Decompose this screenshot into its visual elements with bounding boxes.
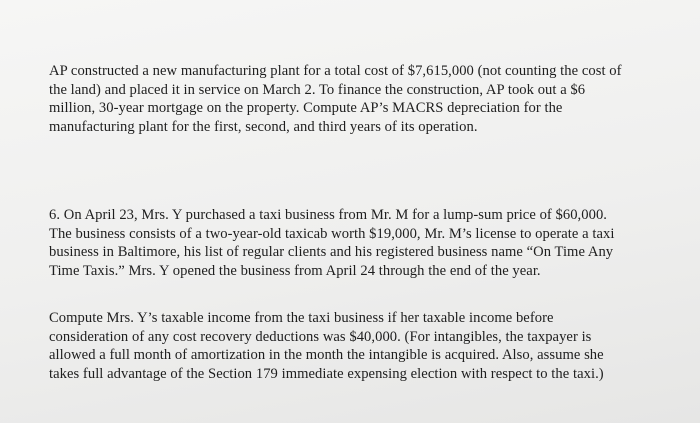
paragraph-plant-depreciation <box>49 62 669 136</box>
paragraph-taxi-business <box>49 206 669 280</box>
paragraph-taxable-income <box>49 309 669 383</box>
text-line: manufacturing plant for the first, second, and third years of its operation. <box>49 118 478 135</box>
text-line: business in Baltimore, his list of regular clients and his registered business name “On Time Any <box>49 244 614 261</box>
text-line: million, 30-year mortgage on the property. Compute AP’s MACRS depreciation for the <box>49 100 563 117</box>
text-line: AP constructed a new manufacturing plant for a total cost of $7,615,000 (not counting the cost of <box>49 63 622 79</box>
text-line: 6. On April 23, Mrs. Y purchased a taxi business from Mr. M for a lump-sum price of $60,000. <box>49 207 607 223</box>
text-line: takes full advantage of the Section 179 immediate expensing election with respect to the taxi.) <box>49 365 604 382</box>
text-line: Time Taxis.” Mrs. Y opened the business from April 24 through the end of the year. <box>49 262 541 279</box>
text-line: Compute Mrs. Y’s taxable income from the taxi business if her taxable income before <box>49 310 554 326</box>
text-line: allowed a full month of amortization in the month the intangible is acquired. Also, assume she <box>49 347 604 364</box>
text-line: consideration of any cost recovery deductions was $40,000. (For intangibles, the taxpayer is <box>49 328 592 345</box>
text-line: The business consists of a two-year-old taxicab worth $19,000, Mr. M’s license to operate a taxi <box>49 225 615 242</box>
text-line: the land) and placed it in service on March 2. To finance the construction, AP took out a $6 <box>49 81 586 98</box>
